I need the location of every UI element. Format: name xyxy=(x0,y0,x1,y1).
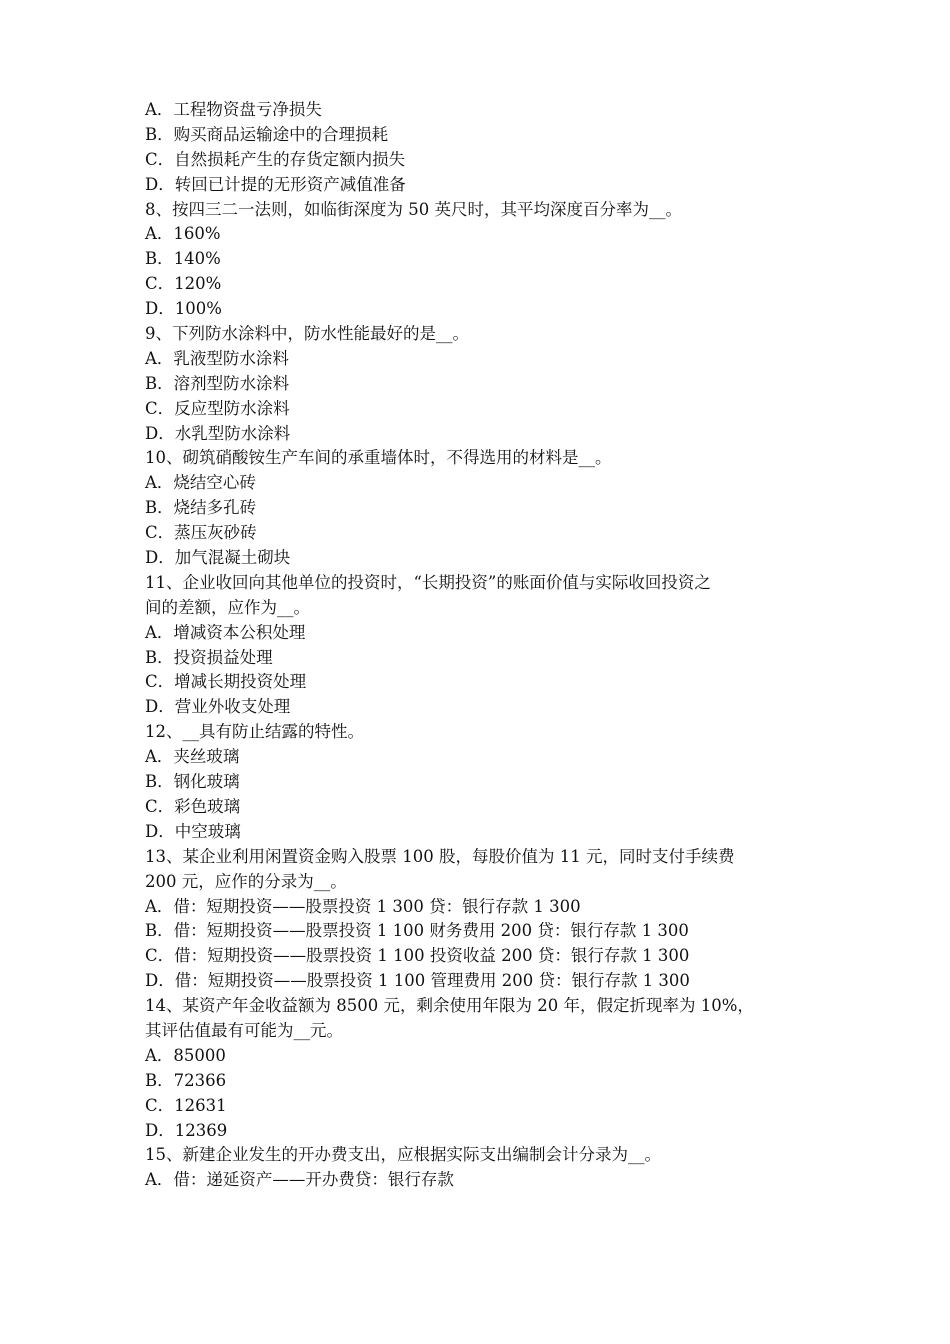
text-line: C．12631 xyxy=(145,1095,227,1115)
text-line: B．140% xyxy=(145,249,221,269)
text-line: A．烧结空心砖 xyxy=(145,473,256,493)
text-line: 9、下列防水涂料中，防水性能最好的是__。 xyxy=(145,324,469,344)
text-line: A．乳液型防水涂料 xyxy=(145,348,289,368)
text-line: D．转回已计提的无形资产减值准备 xyxy=(145,174,406,194)
text-line: A．借：递延资产——开办费贷：银行存款 xyxy=(145,1170,454,1190)
text-line: 200 元，应作的分录为__。 xyxy=(145,871,347,891)
text-line: C．120% xyxy=(145,274,222,294)
text-line: B．购买商品运输途中的合理损耗 xyxy=(145,124,389,144)
text-line: D．水乳型防水涂料 xyxy=(145,423,291,443)
text-line: C．蒸压灰砂砖 xyxy=(145,523,257,543)
text-line: A．工程物资盘亏净损失 xyxy=(145,100,322,119)
text-line: 15、新建企业发生的开办费支出，应根据实际支出编制会计分录为__。 xyxy=(145,1145,661,1165)
text-line: D．12369 xyxy=(145,1120,228,1140)
text-line: A．85000 xyxy=(145,1045,226,1065)
text-line: B．溶剂型防水涂料 xyxy=(145,373,290,393)
text-line: C．反应型防水涂料 xyxy=(145,398,290,418)
text-line: B．钢化玻璃 xyxy=(145,772,240,792)
text-line: D．加气混凝土砌块 xyxy=(145,548,291,568)
text-line: 10、砌筑硝酸铵生产车间的承重墙体时，不得选用的材料是__。 xyxy=(145,448,612,468)
text-line: D．借：短期投资——股票投资 1 100 管理费用 200 贷：银行存款 1 300 xyxy=(145,971,690,991)
text-line: 13、某企业利用闲置资金购入股票 100 股，每股价值为 11 元，同时支付手续费 xyxy=(145,846,735,866)
document-page xyxy=(145,98,815,1193)
text-line: 间的差额，应作为__。 xyxy=(145,597,310,617)
text-line: D．100% xyxy=(145,299,222,319)
text-line: C．彩色玻璃 xyxy=(145,796,241,816)
text-line: 11、企业收回向其他单位的投资时，“长期投资”的账面价值与实际收回投资之 xyxy=(145,572,711,592)
text-line: 8、按四三二一法则，如临街深度为 50 英尺时，其平均深度百分率为__。 xyxy=(145,199,682,219)
text-line: 14、某资产年金收益额为 8500 元，剩余使用年限为 20 年，假定折现率为 10%， xyxy=(145,996,754,1016)
text-line: C．增减长期投资处理 xyxy=(145,672,307,692)
text-line: C．自然损耗产生的存货定额内损失 xyxy=(145,149,406,169)
text-line: D．营业外收支处理 xyxy=(145,697,291,717)
text-line: A．160% xyxy=(145,224,221,244)
text-line: B．投资损益处理 xyxy=(145,647,273,667)
text-line: 其评估值最有可能为__元。 xyxy=(145,1020,343,1040)
text-line: 12、__具有防止结露的特性。 xyxy=(145,722,364,742)
text-line: B．借：短期投资——股票投资 1 100 财务费用 200 贷：银行存款 1 300 xyxy=(145,921,689,941)
text-line: D．中空玻璃 xyxy=(145,821,241,841)
text-line: B．烧结多孔砖 xyxy=(145,498,257,518)
text-line: B．72366 xyxy=(145,1070,227,1090)
text-line: C．借：短期投资——股票投资 1 100 投资收益 200 贷：银行存款 1 300 xyxy=(145,946,690,966)
text-line: A．夹丝玻璃 xyxy=(145,747,240,767)
text-line: A．增减资本公积处理 xyxy=(145,622,306,642)
text-line: A．借：短期投资——股票投资 1 300 贷：银行存款 1 300 xyxy=(145,896,581,916)
